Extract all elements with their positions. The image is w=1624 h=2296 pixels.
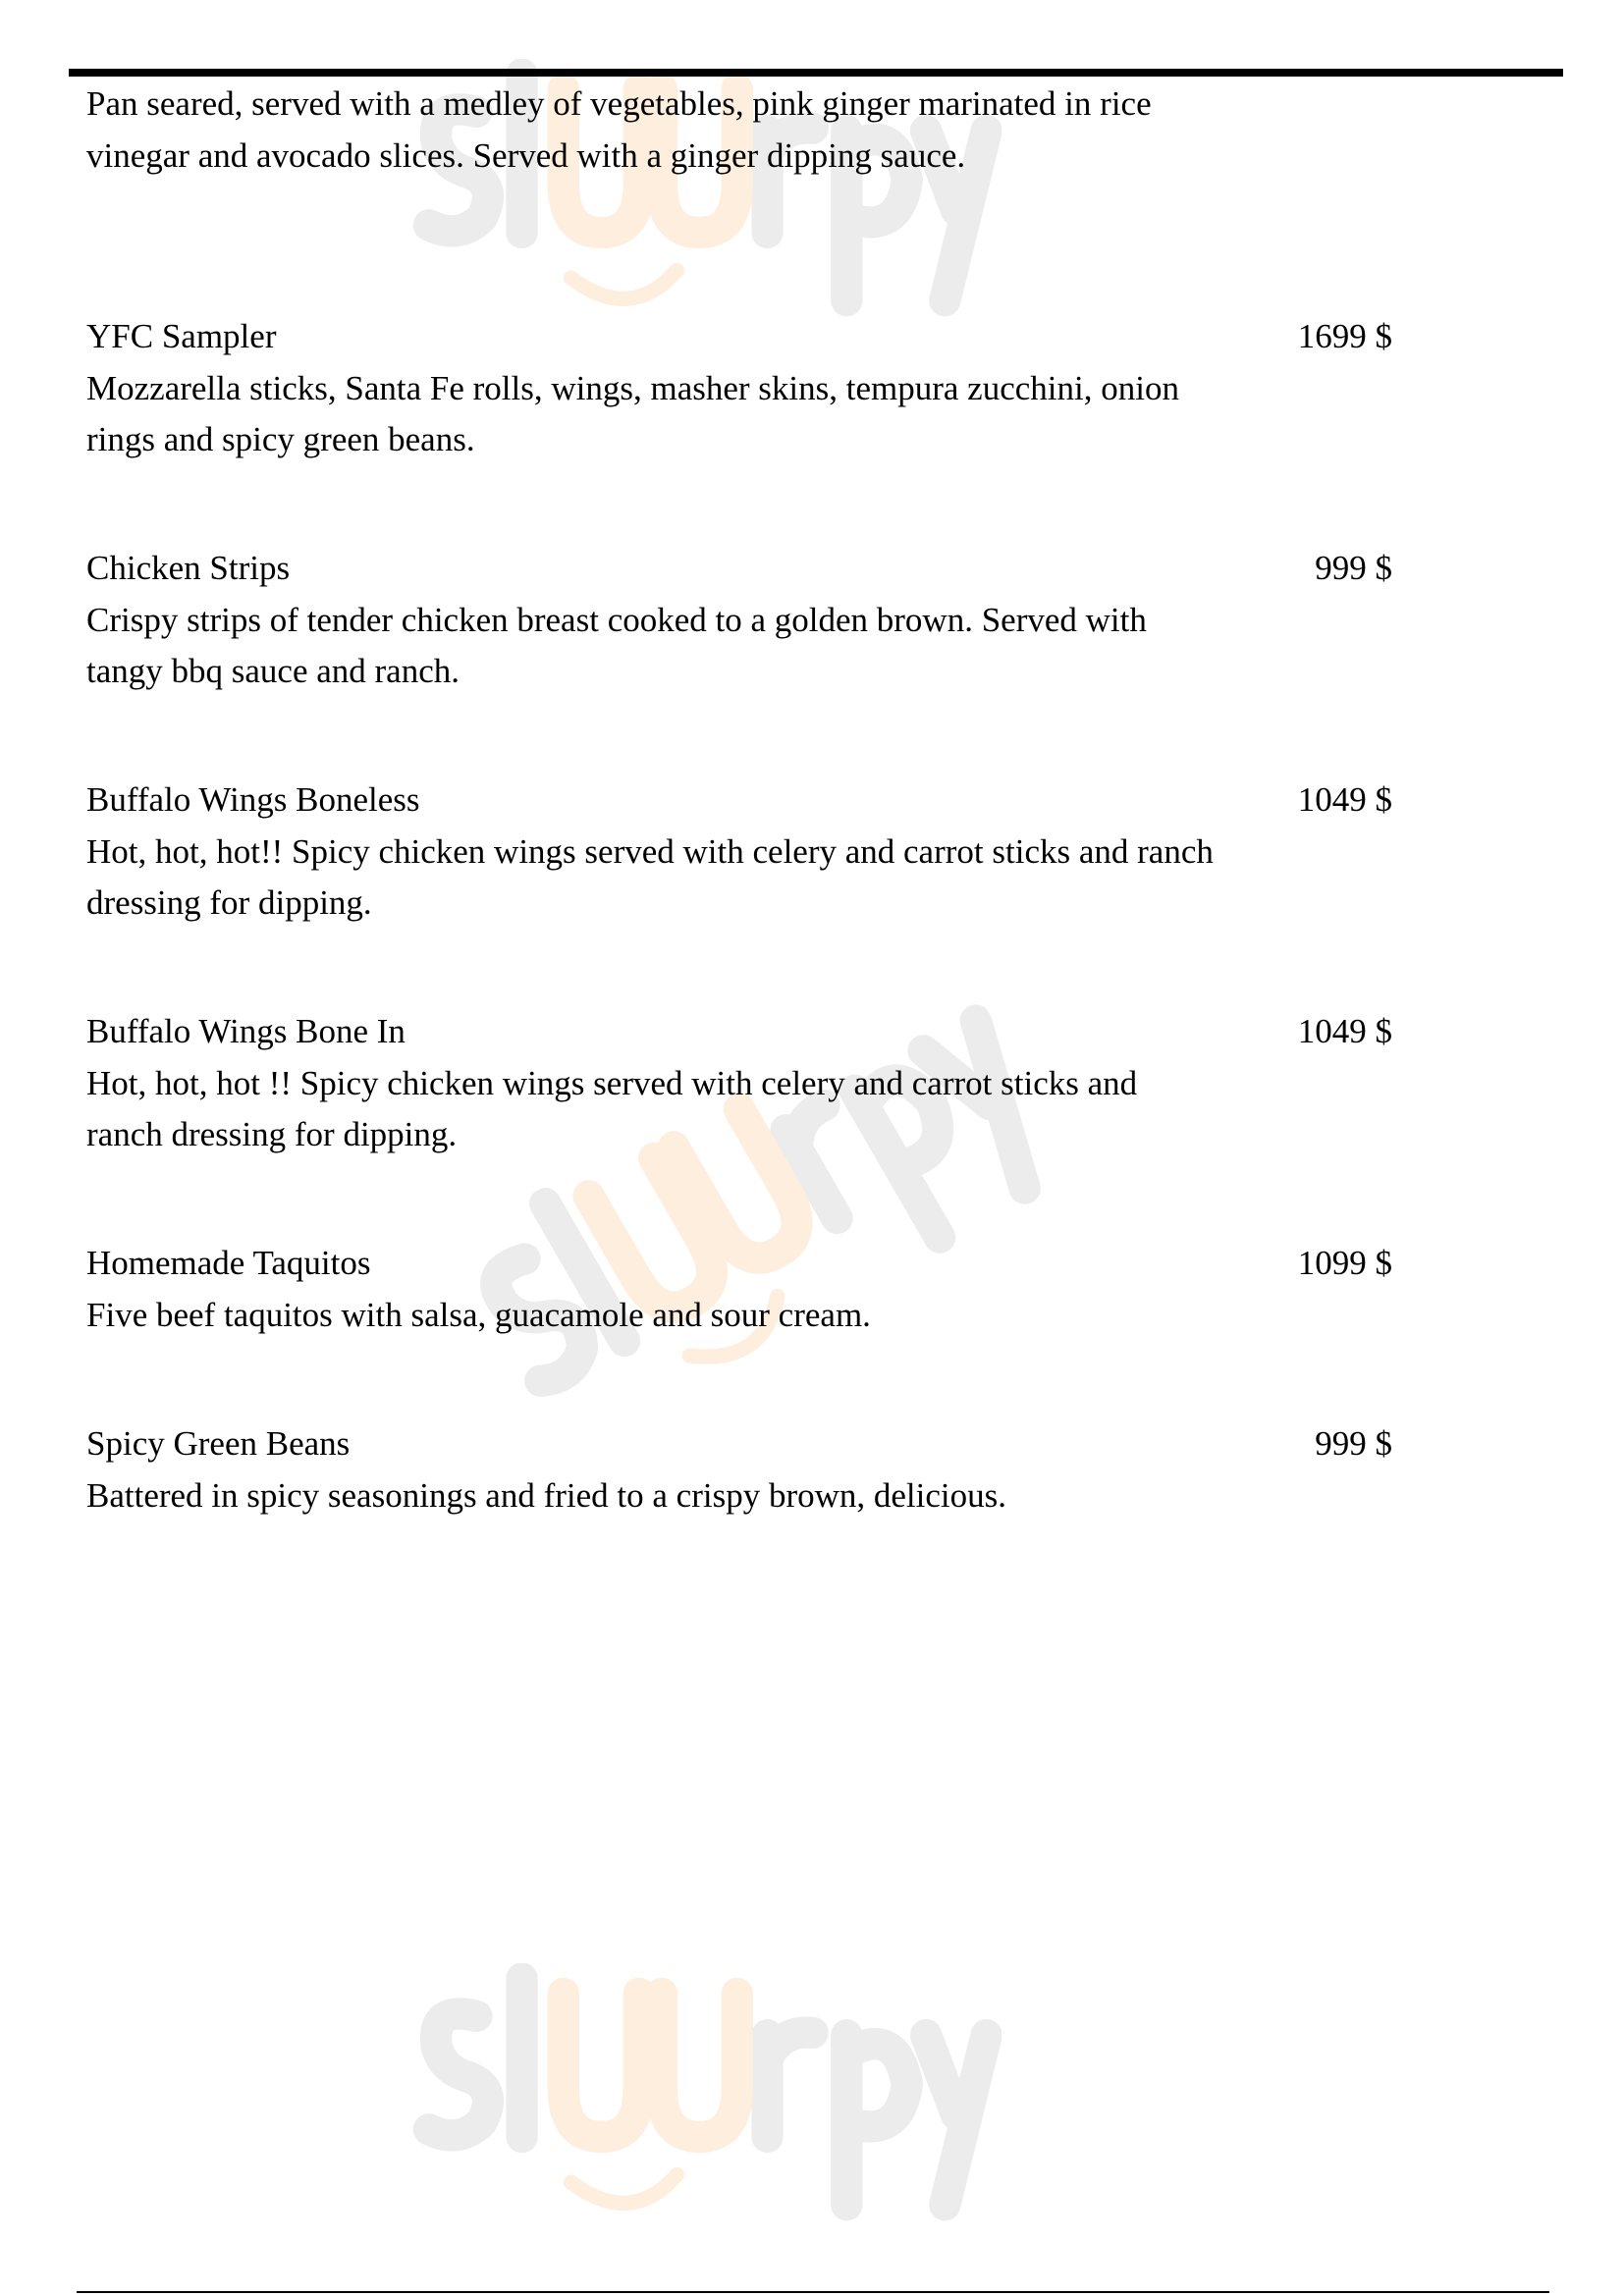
item-name: YFC Sampler [86, 317, 277, 355]
item-name: Spicy Green Beans [86, 1424, 351, 1463]
menu-item [86, 79, 1392, 182]
menu-item [86, 311, 1392, 466]
item-price: 1049 $ [1297, 1012, 1392, 1050]
menu-item [86, 1418, 1392, 1522]
item-price: 1699 $ [1297, 317, 1392, 355]
item-description: Pan seared, served with a medley of vegetables, pink ginger marinated in rice vinegar and avocado slices. Served with a ginger dipping sauce. [86, 84, 1152, 175]
item-description: Battered in spicy seasonings and fried to a crispy brown, delicious. [86, 1475, 1007, 1515]
item-description: Five beef taquitos with salsa, guacamole and sour cream. [86, 1295, 871, 1334]
item-name: Chicken Strips [86, 549, 291, 587]
item-description: Hot, hot, hot!! Spicy chicken wings served with celery and carrot sticks and ranch dressing for dipping. [86, 831, 1214, 922]
item-description: Mozzarella sticks, Santa Fe rolls, wings, masher skins, tempura zucchini, onion rings and spicy green beans. [86, 368, 1179, 458]
item-description: Crispy strips of tender chicken breast cooked to a golden brown. Served with tangy bbq sauce and ranch. [86, 600, 1147, 690]
top-divider [69, 69, 1563, 77]
item-price: 1099 $ [1297, 1244, 1392, 1282]
item-price: 999 $ [1315, 1424, 1392, 1463]
slurpy-watermark-logo [412, 1963, 1001, 2235]
menu-item [86, 543, 1392, 698]
item-name: Buffalo Wings Boneless [86, 780, 420, 819]
menu-item [86, 774, 1392, 930]
item-price: 999 $ [1315, 549, 1392, 587]
menu-item [86, 1006, 1392, 1161]
item-description: Hot, hot, hot !! Spicy chicken wings served with celery and carrot sticks and ranch dressing for dipping. [86, 1063, 1138, 1153]
item-name: Buffalo Wings Bone In [86, 1012, 406, 1050]
bottom-divider [77, 2291, 1549, 2293]
item-name: Homemade Taquitos [86, 1244, 371, 1282]
item-price: 1049 $ [1297, 780, 1392, 819]
menu-item [86, 1238, 1392, 1341]
